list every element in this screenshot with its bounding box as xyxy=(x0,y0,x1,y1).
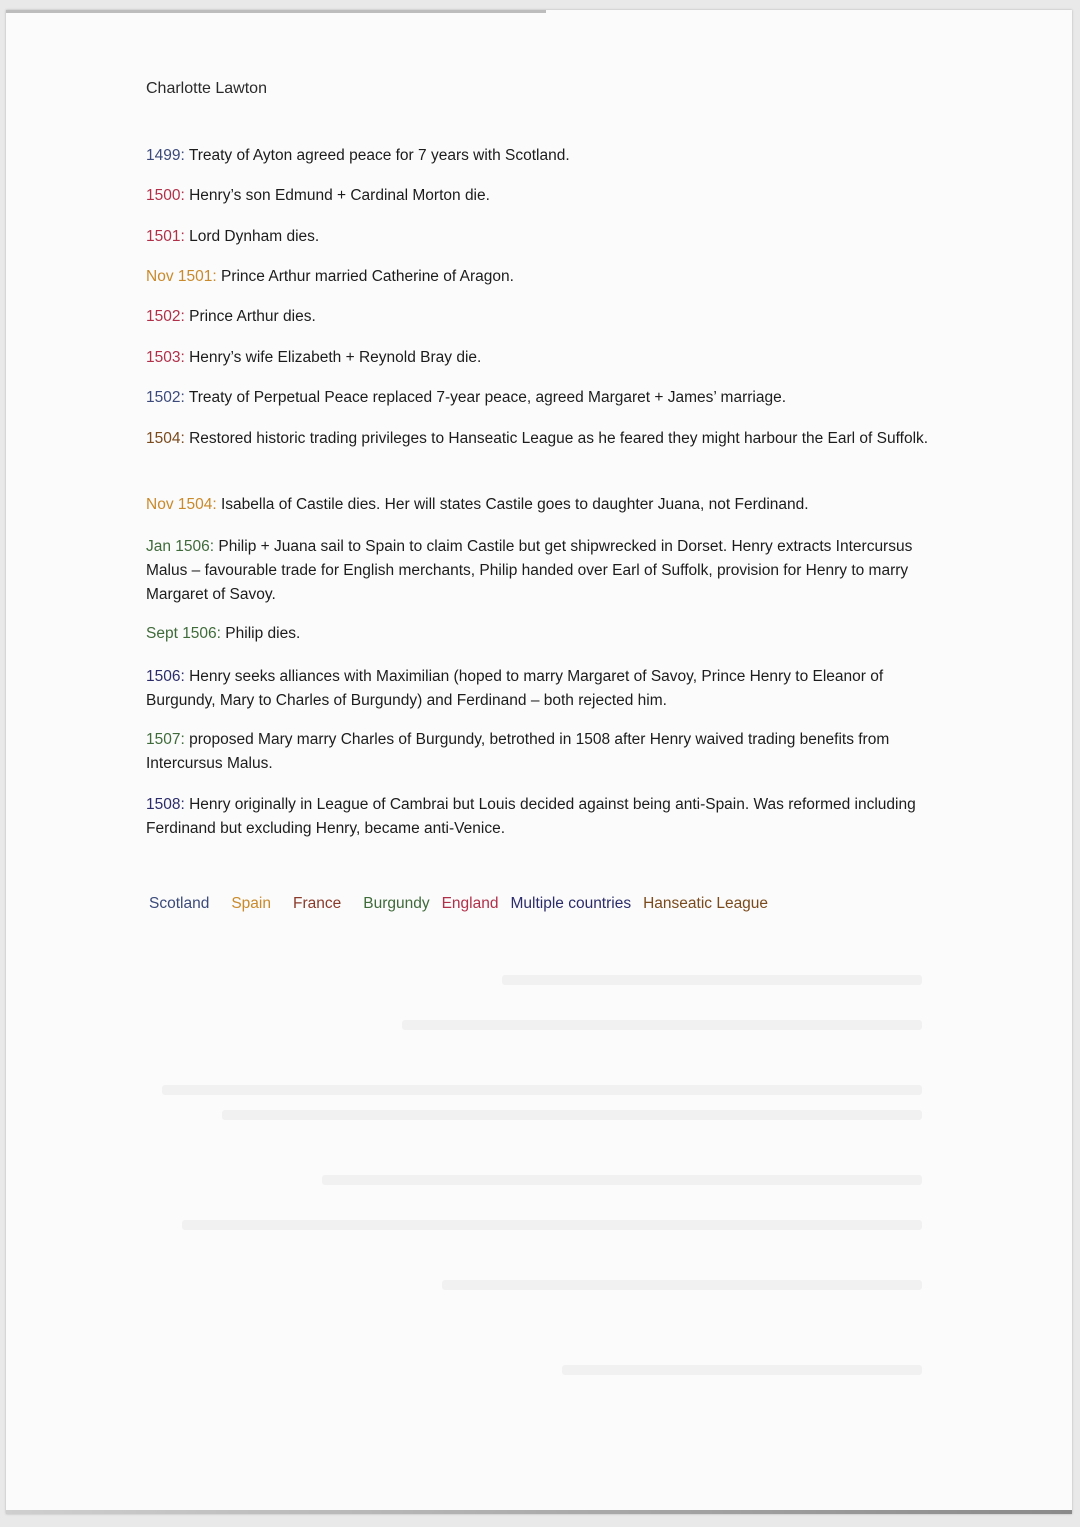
entry-text: Henry seeks alliances with Maximilian (hoped to marry Margaret of Savoy, Prince Henry to Eleanor of Burgundy, Mary to Charles of Burgundy) and Ferdinand – both rejected him. xyxy=(146,668,884,709)
bleed-through-line xyxy=(222,1110,922,1120)
timeline-entry xyxy=(146,305,936,329)
legend-france: France xyxy=(292,895,342,912)
timeline-entry xyxy=(146,793,936,841)
timeline-entry xyxy=(146,493,936,517)
entry-date: 1504: xyxy=(146,430,185,447)
entry-text: Prince Arthur dies. xyxy=(184,308,316,325)
timeline-entry xyxy=(146,535,936,607)
color-legend xyxy=(149,895,790,913)
timeline-entry xyxy=(146,225,936,249)
entry-date: Jan 1506: xyxy=(146,538,215,555)
entry-date: Nov 1504: xyxy=(146,496,217,513)
bleed-through-line xyxy=(162,1085,922,1095)
entry-text: Lord Dynham dies. xyxy=(184,228,320,245)
entry-text: Philip + Juana sail to Spain to claim Castile but get shipwrecked in Dorset. Henry extracts Intercursus Malus – favourable trade for English merchants, Philip handed over Earl of Suffolk, provision for Henry to marry Margaret of Savoy. xyxy=(146,538,913,603)
entry-text: Treaty of Perpetual Peace replaced 7-year peace, agreed Margaret + James’ marriage. xyxy=(184,389,787,406)
timeline-entry xyxy=(146,265,936,289)
timeline-entry xyxy=(146,665,936,713)
entry-date: 1501: xyxy=(146,228,185,245)
entry-text: Philip dies. xyxy=(220,625,301,642)
timeline-entry xyxy=(146,346,936,370)
page-edge-top xyxy=(6,10,546,13)
document-page xyxy=(6,10,1072,1514)
timeline-entry xyxy=(146,622,936,646)
entry-text: Henry’s son Edmund + Cardinal Morton die. xyxy=(184,187,490,204)
entry-date: 1507: xyxy=(146,731,185,748)
timeline-entry xyxy=(146,386,936,410)
legend-spain: Spain xyxy=(231,895,271,912)
entry-date: Sept 1506: xyxy=(146,625,221,642)
legend-hanseatic: Hanseatic League xyxy=(643,895,769,912)
entry-date: 1499: xyxy=(146,147,185,164)
entry-text: proposed Mary marry Charles of Burgundy, betrothed in 1508 after Henry waived trading benefits from Intercursus Malus. xyxy=(146,731,890,772)
entry-date: 1503: xyxy=(146,349,185,366)
entry-text: Restored historic trading privileges to Hanseatic League as he feared they might harbour the Earl of Suffolk. xyxy=(184,430,929,447)
timeline-entry xyxy=(146,144,936,168)
legend-multiple: Multiple countries xyxy=(510,895,632,912)
entry-date: Nov 1501: xyxy=(146,268,217,285)
timeline-entry xyxy=(146,184,936,208)
bleed-through-line xyxy=(442,1280,922,1290)
entry-text: Treaty of Ayton agreed peace for 7 years with Scotland. xyxy=(184,147,570,164)
bleed-through-line xyxy=(562,1365,922,1375)
entry-date: 1508: xyxy=(146,796,185,813)
bleed-through-line xyxy=(322,1175,922,1185)
author-name: Charlotte Lawton xyxy=(146,80,267,97)
page-edge-bottom xyxy=(6,1510,1072,1514)
bleed-through-line xyxy=(182,1220,922,1230)
entry-text: Prince Arthur married Catherine of Aragon. xyxy=(216,268,514,285)
entry-text: Isabella of Castile dies. Her will states Castile goes to daughter Juana, not Ferdinand. xyxy=(216,496,809,513)
entry-text: Henry’s wife Elizabeth + Reynold Bray die. xyxy=(184,349,482,366)
entry-date: 1502: xyxy=(146,389,185,406)
entry-date: 1506: xyxy=(146,668,185,685)
entry-text: Henry originally in League of Cambrai but Louis decided against being anti-Spain. Was reformed including Ferdinand but excluding Henry, became anti-Venice. xyxy=(146,796,916,837)
entry-date: 1500: xyxy=(146,187,185,204)
entry-date: 1502: xyxy=(146,308,185,325)
legend-scotland: Scotland xyxy=(149,895,210,912)
timeline-entry xyxy=(146,728,936,776)
timeline-entry xyxy=(146,427,936,451)
legend-burgundy: Burgundy xyxy=(363,895,430,912)
bleed-through-line xyxy=(502,975,922,985)
legend-england: England xyxy=(441,895,499,912)
bleed-through-line xyxy=(402,1020,922,1030)
